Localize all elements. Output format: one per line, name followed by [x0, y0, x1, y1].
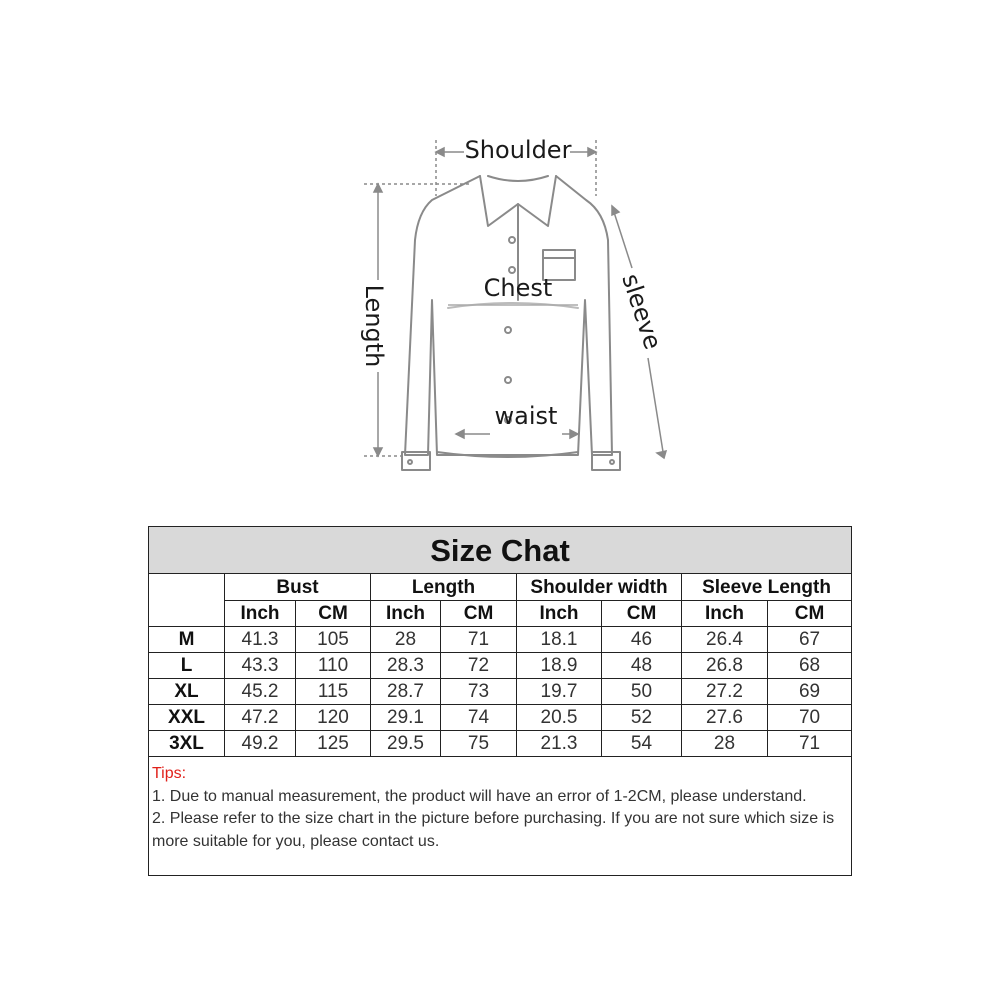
tips-title: Tips: — [152, 765, 187, 782]
table-cell: 125 — [296, 731, 371, 757]
unit-header-row — [149, 601, 852, 627]
table-cell: 28 — [682, 731, 768, 757]
group-header-row — [149, 574, 852, 601]
corner-cell — [149, 574, 225, 627]
table-cell: 115 — [296, 679, 371, 705]
table-cell: 48 — [602, 653, 682, 679]
table-cell: 74 — [441, 705, 517, 731]
tip-item: 1. Due to manual measurement, the product will have an error of 1-2CM, please understand. — [152, 787, 807, 805]
table-cell: 49.2 — [225, 731, 296, 757]
table-cell: 19.7 — [517, 679, 602, 705]
table-cell: 71 — [768, 731, 852, 757]
size-label: XL — [149, 679, 225, 705]
table-cell: 28.7 — [371, 679, 441, 705]
size-label: XXL — [149, 705, 225, 731]
unit-header: CM — [602, 601, 682, 627]
size-label: L — [149, 653, 225, 679]
table-cell: 20.5 — [517, 705, 602, 731]
table-cell: 69 — [768, 679, 852, 705]
unit-header: Inch — [225, 601, 296, 627]
tip-item: 2. Please refer to the size chart in the picture before purchasing. If you are not sure which size is more suitable for you, please contact us. — [152, 810, 835, 850]
table-cell: 54 — [602, 731, 682, 757]
table-row — [149, 731, 852, 757]
table-cell: 50 — [602, 679, 682, 705]
header-sleeve-length: Sleeve Length — [682, 574, 852, 601]
unit-header: CM — [441, 601, 517, 627]
table-row — [149, 679, 852, 705]
chest-label: Chest — [483, 274, 553, 302]
table-cell: 71 — [441, 627, 517, 653]
header-bust: Bust — [225, 574, 371, 601]
table-cell: 75 — [441, 731, 517, 757]
table-row — [149, 627, 852, 653]
tips-section — [149, 757, 852, 876]
table-cell: 26.8 — [682, 653, 768, 679]
table-cell: 68 — [768, 653, 852, 679]
unit-header: Inch — [517, 601, 602, 627]
table-cell: 46 — [602, 627, 682, 653]
table-cell: 110 — [296, 653, 371, 679]
table-cell: 70 — [768, 705, 852, 731]
table-cell: 18.1 — [517, 627, 602, 653]
size-chart-table — [148, 526, 852, 876]
table-cell: 52 — [602, 705, 682, 731]
table-cell: 27.6 — [682, 705, 768, 731]
tips-row — [149, 757, 852, 876]
table-cell: 47.2 — [225, 705, 296, 731]
table-row — [149, 705, 852, 731]
table-title: Size Chat — [149, 527, 852, 574]
table-cell: 105 — [296, 627, 371, 653]
table-cell: 28.3 — [371, 653, 441, 679]
table-cell: 43.3 — [225, 653, 296, 679]
unit-header: Inch — [371, 601, 441, 627]
length-label: Length — [360, 284, 388, 368]
sleeve-label: sleeve — [616, 270, 667, 353]
table-cell: 41.3 — [225, 627, 296, 653]
table-cell: 120 — [296, 705, 371, 731]
shoulder-label: Shoulder — [464, 136, 572, 164]
size-label: M — [149, 627, 225, 653]
table-cell: 67 — [768, 627, 852, 653]
table-cell: 73 — [441, 679, 517, 705]
table-cell: 29.5 — [371, 731, 441, 757]
table-cell: 27.2 — [682, 679, 768, 705]
table-title-row — [149, 527, 852, 574]
table-cell: 18.9 — [517, 653, 602, 679]
header-shoulder-width: Shoulder width — [517, 574, 682, 601]
table-cell: 21.3 — [517, 731, 602, 757]
table-cell: 28 — [371, 627, 441, 653]
table-cell: 29.1 — [371, 705, 441, 731]
unit-header: CM — [768, 601, 852, 627]
waist-label: waist — [494, 402, 558, 430]
table-cell: 26.4 — [682, 627, 768, 653]
table-cell: 45.2 — [225, 679, 296, 705]
table-cell: 72 — [441, 653, 517, 679]
size-label: 3XL — [149, 731, 225, 757]
table-row — [149, 653, 852, 679]
unit-header: Inch — [682, 601, 768, 627]
unit-header: CM — [296, 601, 371, 627]
header-length: Length — [371, 574, 517, 601]
